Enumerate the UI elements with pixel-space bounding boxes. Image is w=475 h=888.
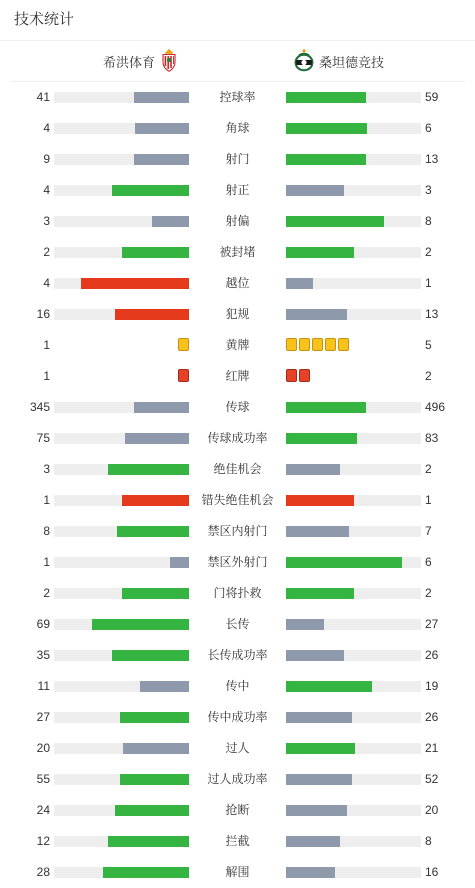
- yellow-card-icon: [299, 338, 310, 351]
- stat-row: [0, 795, 475, 826]
- stat-away-value: 8: [425, 834, 432, 848]
- away-stat-bar-fill: [286, 867, 335, 878]
- stat-home-value: 3: [43, 214, 50, 228]
- stat-label: 过人成功率: [207, 772, 268, 786]
- stat-row: [0, 454, 475, 485]
- stat-home-value: 20: [36, 741, 50, 755]
- away-stat-bar: [286, 712, 421, 723]
- home-stat-bar: [54, 526, 189, 537]
- home-stat-bar-fill: [108, 464, 189, 475]
- away-stat-bar-fill: [286, 619, 324, 630]
- teams-header: [10, 41, 465, 82]
- stat-label: 过人: [225, 741, 250, 755]
- stat-row: [0, 237, 475, 268]
- away-team-crest-icon: [293, 48, 315, 75]
- stat-label: 射偏: [225, 214, 250, 228]
- away-stat-bar: [286, 464, 421, 475]
- home-team-crest-icon: [161, 48, 177, 75]
- stat-home-value: 24: [36, 803, 50, 817]
- stat-row: [0, 578, 475, 609]
- home-stat-bar-fill: [170, 557, 189, 568]
- stat-label: 传球: [225, 400, 250, 414]
- away-stat-bar-fill: [286, 402, 366, 413]
- home-stat-bar-fill: [134, 402, 189, 413]
- away-stat-bar: [286, 185, 421, 196]
- yellow-card-icon: [325, 338, 336, 351]
- stat-away-value: 83: [425, 431, 439, 445]
- stat-row: [0, 609, 475, 640]
- stat-away-value: 8: [425, 214, 432, 228]
- home-stat-bar: [54, 712, 189, 723]
- stat-label: 射门: [225, 152, 250, 166]
- away-stat-bar: [286, 123, 421, 134]
- stat-label: 长传成功率: [207, 648, 268, 662]
- stat-row: [0, 485, 475, 516]
- away-stat-bar-fill: [286, 216, 384, 227]
- stat-away-value: 2: [425, 369, 432, 383]
- page-title: 技术统计: [0, 0, 475, 41]
- stat-home-value: 1: [43, 555, 50, 569]
- home-stat-bar: [54, 216, 189, 227]
- home-stat-bar: [54, 433, 189, 444]
- home-stat-bar-fill: [112, 185, 189, 196]
- stat-away-value: 27: [425, 617, 439, 631]
- stat-row: [0, 702, 475, 733]
- red-card-icon: [299, 369, 310, 382]
- away-stat-bar: [286, 650, 421, 661]
- away-stat-bar-fill: [286, 836, 340, 847]
- home-stat-bar: [54, 650, 189, 661]
- stat-label: 抢断: [225, 803, 250, 817]
- stat-label: 传中成功率: [207, 710, 268, 724]
- stat-home-value: 35: [36, 648, 50, 662]
- stat-label: 犯规: [225, 307, 250, 321]
- home-stat-bar: [54, 278, 189, 289]
- away-cards: [286, 338, 351, 351]
- home-stat-bar-fill: [112, 650, 189, 661]
- home-stat-bar: [54, 402, 189, 413]
- stat-label: 错失绝佳机会: [201, 493, 274, 507]
- stat-home-value: 345: [29, 400, 50, 414]
- away-stat-bar: [286, 154, 421, 165]
- home-stat-bar: [54, 588, 189, 599]
- stat-row: [0, 268, 475, 299]
- home-cards: [176, 338, 189, 351]
- stat-label: 被封堵: [219, 245, 256, 259]
- stat-label: 绝佳机会: [213, 462, 262, 476]
- away-stat-bar: [286, 278, 421, 289]
- stat-away-value: 16: [425, 865, 439, 879]
- stat-home-value: 2: [43, 586, 50, 600]
- home-stat-bar-fill: [152, 216, 189, 227]
- home-team[interactable]: [103, 41, 177, 81]
- stat-row: [0, 516, 475, 547]
- stat-away-value: 6: [425, 555, 432, 569]
- away-stat-bar-fill: [286, 588, 354, 599]
- away-stat-bar: [286, 743, 421, 754]
- away-team[interactable]: [293, 41, 384, 81]
- stat-row: [0, 361, 475, 392]
- home-stat-bar: [54, 619, 189, 630]
- stat-label: 禁区内射门: [207, 524, 268, 538]
- stat-row: [0, 640, 475, 671]
- away-stat-bar-fill: [286, 309, 347, 320]
- stat-home-value: 69: [36, 617, 50, 631]
- away-stat-bar-fill: [286, 123, 367, 134]
- stat-away-value: 496: [425, 400, 446, 414]
- away-stat-bar-fill: [286, 774, 352, 785]
- away-stat-bar: [286, 588, 421, 599]
- stat-row: [0, 547, 475, 578]
- yellow-card-icon: [338, 338, 349, 351]
- stat-away-value: 20: [425, 803, 439, 817]
- stat-home-value: 41: [36, 90, 50, 104]
- home-stat-bar-fill: [122, 495, 190, 506]
- stat-home-value: 28: [36, 865, 50, 879]
- home-stat-bar: [54, 774, 189, 785]
- away-stat-bar-fill: [286, 557, 402, 568]
- home-stat-bar: [54, 185, 189, 196]
- stat-away-value: 6: [425, 121, 432, 135]
- away-stat-bar: [286, 836, 421, 847]
- away-stat-bar: [286, 774, 421, 785]
- away-stat-bar-fill: [286, 433, 357, 444]
- stat-label: 红牌: [225, 369, 250, 383]
- stat-label: 传中: [225, 679, 250, 693]
- away-stat-bar-fill: [286, 495, 354, 506]
- away-stat-bar: [286, 92, 421, 103]
- home-stat-bar-fill: [122, 247, 190, 258]
- yellow-card-icon: [312, 338, 323, 351]
- away-stat-bar: [286, 309, 421, 320]
- stat-away-value: 59: [425, 90, 439, 104]
- away-team-name: 桑坦德竞技: [319, 54, 385, 70]
- home-stat-bar: [54, 836, 189, 847]
- stat-home-value: 3: [43, 462, 50, 476]
- home-stat-bar-fill: [135, 123, 189, 134]
- stat-away-value: 13: [425, 307, 439, 321]
- away-stat-bar: [286, 495, 421, 506]
- stat-row: [0, 423, 475, 454]
- stat-home-value: 55: [36, 772, 50, 786]
- home-stat-bar: [54, 743, 189, 754]
- stat-label: 门将扑救: [213, 586, 262, 600]
- home-stat-bar: [54, 557, 189, 568]
- away-stat-bar-fill: [286, 92, 366, 103]
- home-stat-bar-fill: [123, 743, 189, 754]
- home-stat-bar-fill: [134, 154, 189, 165]
- stat-label: 角球: [225, 121, 250, 135]
- away-stat-bar: [286, 867, 421, 878]
- home-stat-bar-fill: [117, 526, 189, 537]
- stat-label: 控球率: [219, 90, 256, 104]
- home-stat-bar: [54, 867, 189, 878]
- stat-away-value: 7: [425, 524, 432, 538]
- stat-label: 传球成功率: [207, 431, 268, 445]
- home-stat-bar-fill: [125, 433, 189, 444]
- away-stat-bar: [286, 433, 421, 444]
- home-stat-bar-fill: [120, 774, 189, 785]
- stats-list: [0, 82, 475, 888]
- stat-away-value: 2: [425, 586, 432, 600]
- away-stat-bar-fill: [286, 805, 347, 816]
- stat-row: [0, 144, 475, 175]
- stat-away-value: 2: [425, 245, 432, 259]
- home-stat-bar-fill: [122, 588, 190, 599]
- home-stat-bar-fill: [134, 92, 189, 103]
- stat-row: [0, 826, 475, 857]
- stat-home-value: 1: [43, 338, 50, 352]
- away-stat-bar: [286, 216, 421, 227]
- home-stat-bar-fill: [81, 278, 189, 289]
- home-stat-bar-fill: [140, 681, 190, 692]
- stat-away-value: 13: [425, 152, 439, 166]
- stat-home-value: 1: [43, 493, 50, 507]
- stat-home-value: 75: [36, 431, 50, 445]
- red-card-icon: [178, 369, 189, 382]
- stat-away-value: 26: [425, 648, 439, 662]
- stat-home-value: 2: [43, 245, 50, 259]
- stat-row: [0, 175, 475, 206]
- away-stat-bar-fill: [286, 464, 340, 475]
- away-stat-bar: [286, 805, 421, 816]
- stat-label: 越位: [225, 276, 250, 290]
- stat-home-value: 9: [43, 152, 50, 166]
- home-stat-bar-fill: [115, 805, 189, 816]
- away-stat-bar: [286, 681, 421, 692]
- home-team-name: 希洪体育: [102, 54, 155, 70]
- stat-row: [0, 299, 475, 330]
- stat-label: 拦截: [225, 834, 250, 848]
- stat-away-value: 5: [425, 338, 432, 352]
- stat-row: [0, 206, 475, 237]
- away-stat-bar-fill: [286, 681, 372, 692]
- stat-label: 黄牌: [225, 338, 250, 352]
- stat-away-value: 19: [425, 679, 439, 693]
- stat-away-value: 1: [425, 276, 432, 290]
- stat-label: 解围: [225, 865, 250, 879]
- home-cards: [176, 369, 189, 382]
- stat-row: [0, 857, 475, 888]
- away-stat-bar-fill: [286, 712, 352, 723]
- stat-home-value: 11: [37, 679, 50, 693]
- home-stat-bar: [54, 247, 189, 258]
- stat-row: [0, 330, 475, 361]
- stat-row: [0, 392, 475, 423]
- away-cards: [286, 369, 312, 382]
- away-stat-bar: [286, 402, 421, 413]
- home-stat-bar: [54, 681, 189, 692]
- stat-home-value: 4: [43, 121, 50, 135]
- away-stat-bar: [286, 619, 421, 630]
- away-stat-bar: [286, 247, 421, 258]
- stat-label: 长传: [225, 617, 250, 631]
- away-stat-bar-fill: [286, 185, 344, 196]
- home-stat-bar-fill: [108, 836, 189, 847]
- stat-home-value: 4: [43, 183, 50, 197]
- home-stat-bar-fill: [92, 619, 189, 630]
- home-stat-bar: [54, 309, 189, 320]
- stat-row: [0, 764, 475, 795]
- stat-label: 射正: [225, 183, 250, 197]
- stat-away-value: 3: [425, 183, 432, 197]
- stat-row: [0, 82, 475, 113]
- stat-label: 禁区外射门: [207, 555, 268, 569]
- away-stat-bar: [286, 526, 421, 537]
- away-stat-bar-fill: [286, 743, 355, 754]
- stat-home-value: 27: [36, 710, 50, 724]
- away-stat-bar-fill: [286, 247, 354, 258]
- home-stat-bar: [54, 154, 189, 165]
- stat-home-value: 1: [43, 369, 50, 383]
- away-stat-bar-fill: [286, 650, 344, 661]
- home-stat-bar: [54, 464, 189, 475]
- stat-home-value: 4: [43, 276, 50, 290]
- home-stat-bar-fill: [115, 309, 189, 320]
- stat-away-value: 21: [425, 741, 439, 755]
- stat-home-value: 16: [36, 307, 50, 321]
- red-card-icon: [286, 369, 297, 382]
- home-stat-bar: [54, 495, 189, 506]
- stat-away-value: 2: [425, 462, 432, 476]
- away-stat-bar-fill: [286, 278, 313, 289]
- home-stat-bar-fill: [120, 712, 189, 723]
- stat-away-value: 26: [425, 710, 439, 724]
- home-stat-bar-fill: [103, 867, 189, 878]
- home-stat-bar: [54, 123, 189, 134]
- stat-away-value: 52: [425, 772, 439, 786]
- stat-away-value: 1: [425, 493, 432, 507]
- stat-home-value: 8: [43, 524, 50, 538]
- stat-row: [0, 733, 475, 764]
- yellow-card-icon: [178, 338, 189, 351]
- stat-row: [0, 671, 475, 702]
- stat-row: [0, 113, 475, 144]
- away-stat-bar: [286, 557, 421, 568]
- away-stat-bar-fill: [286, 526, 349, 537]
- home-stat-bar: [54, 805, 189, 816]
- yellow-card-icon: [286, 338, 297, 351]
- home-stat-bar: [54, 92, 189, 103]
- away-stat-bar-fill: [286, 154, 366, 165]
- stat-home-value: 12: [36, 834, 50, 848]
